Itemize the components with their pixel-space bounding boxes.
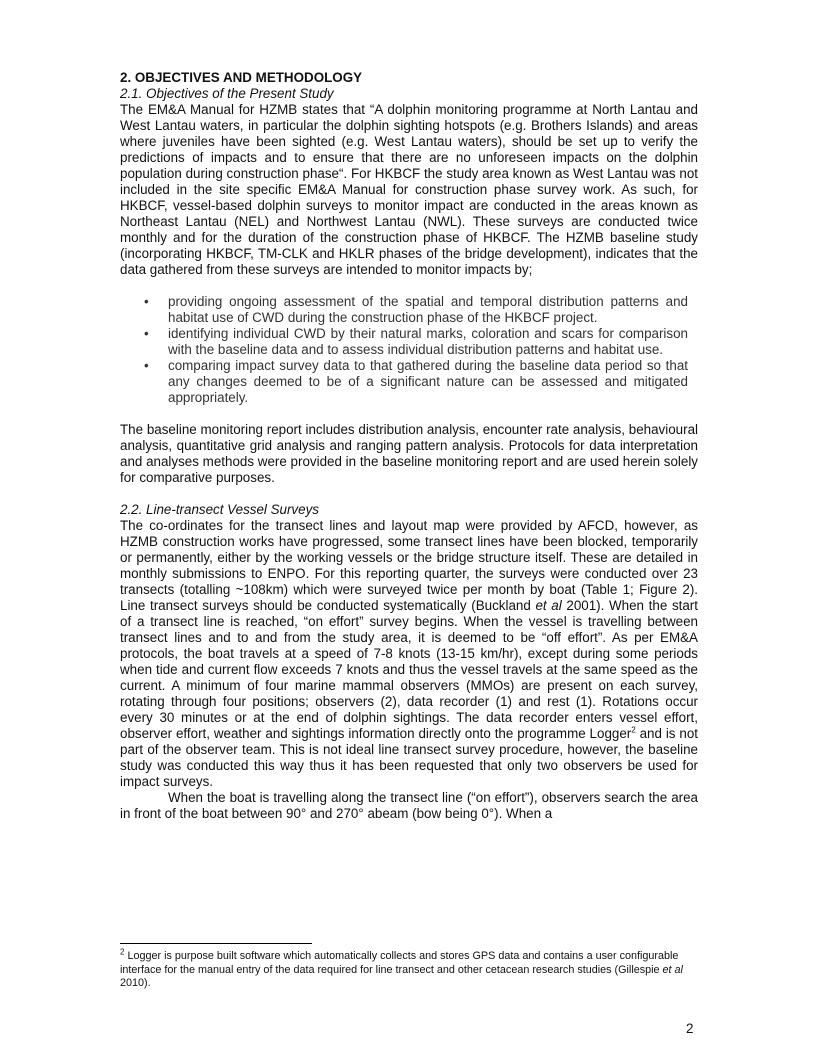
subsection-title-2-1: 2.1. Objectives of the Present Study bbox=[120, 86, 334, 101]
bullet-icon: • bbox=[144, 326, 149, 341]
document-body bbox=[120, 70, 698, 822]
paragraph-line-transect bbox=[120, 518, 698, 790]
spacer bbox=[120, 486, 698, 502]
section-heading: 2. OBJECTIVES AND METHODOLOGY bbox=[120, 70, 363, 85]
list-item bbox=[144, 358, 688, 406]
list-item-text: providing ongoing assessment of the spatial and temporal distribution patterns and habitat use of CWD during the construction phase of the HKBCF project. bbox=[168, 294, 688, 325]
bullet-icon: • bbox=[144, 358, 149, 373]
bullet-list bbox=[120, 294, 688, 406]
paragraph-baseline-report: The baseline monitoring report includes distribution analysis, encounter rate analysis, behavioural analysis, quantitative grid analysis and ranging pattern analysis. Protocols for data interpretation and analyses methods were provided in the baseline monitoring report and are used herein solely for comparative purposes. bbox=[120, 422, 698, 485]
footnote-mark: 2 bbox=[120, 947, 125, 957]
paragraph-on-effort: When the boat is travelling along the transect line (“on effort”), observers search the area in front of the boat between 90° and 270° abeam (bow being 0°). When a bbox=[120, 790, 698, 821]
list-item-text: comparing impact survey data to that gathered during the baseline data period so that any changes deemed to be of a significant nature can be assessed and mitigated appropriately. bbox=[168, 358, 688, 405]
text-run: and is not part of the observer team. This is not ideal line transect survey procedure, however, the baseline study was conducted this way thus it has been requested that only two observers be used for impact surveys. bbox=[120, 726, 698, 789]
footnote-text: Logger is purpose built software which automatically collects and stores GPS data and contains a user configurable interface for the manual entry of the data required for line transect and other cetacean research studies (Gillespie bbox=[120, 950, 679, 976]
page-number: 2 bbox=[686, 1021, 694, 1036]
text-run: 2001). When the start of a transect line is reached, “on effort” survey begins. When the vessel is travelling between transect lines and to and from the study area, it is deemed to be “off effort”. As per EM&A protocols, the boat travels at a speed of 7-8 knots (13-15 km/hr), except during some periods when tide and current flow exceeds 7 knots and thus the vessel travels at the same speed as the current. A minimum of four marine mammal observers (MMOs) are present on each survey, rotating through four positions; observers (2), data recorder (1) and rest (1). Rotations occur every 30 minutes or at the end of dolphin sightings. The data recorder enters vessel effort, observer effort, weather and sightings information directly onto the programme Logger bbox=[120, 598, 698, 741]
paragraph-objectives: The EM&A Manual for HZMB states that “A dolphin monitoring programme at North Lantau and West Lantau waters, in particular the dolphin sighting hotspots (e.g. Brothers Islands) and areas where juveniles have been sighted (e.g. West Lantau waters), should be set up to verify the predictions of impacts and to ensure that there are no unforeseen impacts on the dolphin population during construction phase“. For HKBCF the study area known as West Lantau was not included in the site specific EM&A Manual for construction phase survey work. As such, for HKBCF, vessel-based dolphin surveys to monitor impact are conducted in the areas known as Northeast Lantau (NEL) and Northwest Lantau (NWL). These surveys are conducted twice monthly and for the duration of the construction phase of HKBCF. The HZMB baseline study (incorporating HKBCF, TM-CLK and HKLR phases of the bridge development), indicates that the data gathered from these surveys are intended to monitor impacts by; bbox=[120, 102, 698, 277]
footnote-text: 2010). bbox=[120, 977, 151, 990]
spacer bbox=[120, 406, 698, 422]
footnote-divider bbox=[120, 943, 312, 944]
bullet-icon: • bbox=[144, 294, 149, 309]
list-item bbox=[144, 326, 688, 358]
italic-run: et al bbox=[662, 963, 683, 976]
subsection-title-2-2: 2.2. Line-transect Vessel Surveys bbox=[120, 502, 319, 517]
list-item-text: identifying individual CWD by their natural marks, coloration and scars for comparison with the baseline data and to assess individual distribution patterns and habitat use. bbox=[168, 326, 688, 357]
text-run: The co-ordinates for the transect lines and layout map were provided by AFCD, however, as HZMB construction works have progressed, some transect lines have been blocked, temporarily or permanently, either by the working vessels or the bridge structure itself. These are detailed in monthly submissions to ENPO. For this reporting quarter, the surveys were conducted over 23 transects (totalling ~108km) which were surveyed twice per month by boat (Table 1; Figure 2). Line transect surveys should be conducted systematically (Buckland bbox=[120, 518, 698, 613]
footnote bbox=[120, 947, 698, 991]
list-item bbox=[144, 294, 688, 326]
footnote-reference[interactable]: 2 bbox=[631, 725, 636, 735]
italic-run: et al bbox=[535, 598, 562, 613]
spacer bbox=[120, 278, 698, 294]
